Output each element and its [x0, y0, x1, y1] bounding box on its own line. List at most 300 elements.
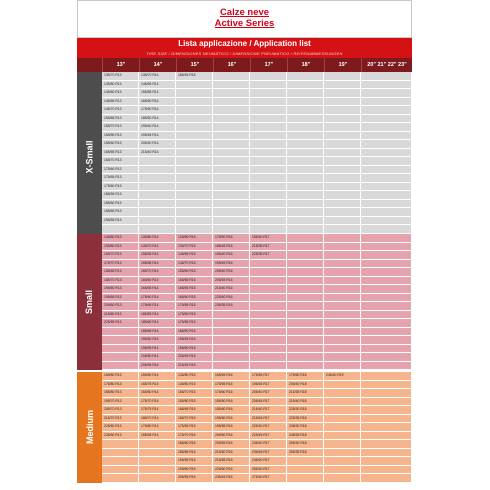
size-cell — [361, 268, 412, 277]
table-row — [102, 225, 412, 234]
size-cell — [102, 474, 139, 483]
size-cell — [361, 449, 412, 458]
size-cell: 225/45 R17 — [250, 432, 287, 441]
application-sheet — [77, 0, 412, 490]
table-row — [102, 106, 412, 115]
size-cell — [176, 123, 213, 132]
size-cell — [324, 225, 361, 234]
size-cell — [361, 423, 412, 432]
size-cell: 225/35 R18 — [287, 415, 324, 424]
size-cell — [324, 174, 361, 183]
size-cell: 225/30 R18 — [287, 406, 324, 415]
size-cell: 225/55 R13 — [102, 319, 139, 328]
table-row — [102, 123, 412, 132]
size-cell: 175/50 R15 — [176, 311, 213, 320]
size-cell — [213, 345, 250, 354]
size-grid — [102, 234, 412, 370]
size-cell — [139, 466, 176, 475]
size-cell — [361, 457, 412, 466]
size-cell — [324, 423, 361, 432]
size-cell: 135/70 R13 — [102, 72, 139, 81]
table-row — [102, 449, 412, 458]
size-cell: 175/60 R18 — [287, 372, 324, 381]
size-cell — [139, 166, 176, 175]
table-row — [102, 115, 412, 124]
size-cell — [287, 260, 324, 269]
size-cell — [324, 294, 361, 303]
size-cell — [213, 89, 250, 98]
table-row — [102, 260, 412, 269]
table-row — [102, 132, 412, 141]
size-cell: 195/45 R15 — [176, 336, 213, 345]
size-cell: 165/80 R14 — [139, 389, 176, 398]
size-cell — [324, 345, 361, 354]
table-row — [102, 234, 412, 243]
size-cell: 155/65 R14 — [139, 260, 176, 269]
size-cell: 165/65 R14 — [139, 285, 176, 294]
size-cell — [324, 208, 361, 217]
size-cell: 215/45 R17 — [250, 415, 287, 424]
table-row — [102, 406, 412, 415]
size-cell: 205/45 R15 — [176, 353, 213, 362]
size-cell — [287, 157, 324, 166]
section-label — [77, 72, 102, 242]
size-cell — [139, 457, 176, 466]
size-cell — [102, 449, 139, 458]
size-cell: 195/65 R13 — [102, 294, 139, 303]
size-cell: 215/70 R13 — [102, 415, 139, 424]
size-cell: 135/80 R14 — [139, 234, 176, 243]
table-row — [102, 389, 412, 398]
table-row — [102, 98, 412, 107]
size-cell: 255/30 R18 — [287, 440, 324, 449]
size-cell: 185/65 R15 — [176, 449, 213, 458]
size-cell — [361, 389, 412, 398]
size-cell — [324, 98, 361, 107]
size-cell — [102, 353, 139, 362]
size-cell: 165/80 R13 — [102, 372, 139, 381]
size-cell — [324, 243, 361, 252]
size-cell — [324, 432, 361, 441]
table-row — [102, 277, 412, 286]
size-cell — [213, 191, 250, 200]
table-row — [102, 294, 412, 303]
size-cell — [324, 474, 361, 483]
size-cell: 145/70 R15 — [176, 260, 213, 269]
size-cell — [250, 200, 287, 209]
size-cell: 195/55 R13 — [102, 217, 139, 226]
table-row — [102, 200, 412, 209]
size-cell — [139, 200, 176, 209]
size-cell: 195/40 R14 — [139, 123, 176, 132]
size-cell: 175/70 R14 — [139, 398, 176, 407]
size-cell: 215/40 R18 — [287, 398, 324, 407]
size-cell — [250, 191, 287, 200]
size-cell — [287, 72, 324, 81]
size-cell: 225/35 R17 — [250, 251, 287, 260]
table-row — [102, 81, 412, 90]
size-cell — [287, 328, 324, 337]
size-cell — [361, 140, 412, 149]
size-cell — [250, 302, 287, 311]
size-cell — [287, 123, 324, 132]
size-cell: 185/80 R13 — [102, 389, 139, 398]
size-cell — [361, 260, 412, 269]
size-cell — [361, 200, 412, 209]
size-cell: 165/55 R13 — [102, 132, 139, 141]
size-cell: 145/65 R15 — [176, 251, 213, 260]
size-cell: 185/70 R13 — [102, 277, 139, 286]
size-cell — [287, 174, 324, 183]
size-cell — [361, 474, 412, 483]
size-cell: 205/60 R13 — [102, 302, 139, 311]
size-cell: 195/45 R17 — [250, 381, 287, 390]
size-cell — [287, 200, 324, 209]
size-cell: 195/45 R16 — [213, 260, 250, 269]
size-cell — [176, 157, 213, 166]
size-cell — [250, 345, 287, 354]
table-row — [102, 474, 412, 483]
column-header-6: 19" — [324, 58, 361, 72]
size-cell: 205/40 R16 — [213, 268, 250, 277]
size-cell: 195/55 R14 — [139, 345, 176, 354]
size-cell — [102, 336, 139, 345]
size-cell: 185/65 R14 — [139, 328, 176, 337]
page-subtitle: Active Series — [214, 18, 275, 29]
size-cell: 185/45 R16 — [213, 243, 250, 252]
size-cell — [213, 225, 250, 234]
size-cell: 185/55 R14 — [139, 311, 176, 320]
size-cell: 175/65 R14 — [139, 302, 176, 311]
size-cell: 205/55 R16 — [213, 440, 250, 449]
size-cell: 205/50 R16 — [213, 432, 250, 441]
size-cell — [324, 251, 361, 260]
size-cell — [250, 260, 287, 269]
size-cell: 235/40 R17 — [250, 440, 287, 449]
size-cell: 155/60 R15 — [176, 268, 213, 277]
size-cell — [139, 217, 176, 226]
size-cell: 165/65 R16 — [213, 372, 250, 381]
size-cell — [287, 353, 324, 362]
table-row — [102, 319, 412, 328]
table-row — [102, 140, 412, 149]
size-cell: 225/50 R16 — [213, 466, 250, 475]
column-header-spacer — [77, 58, 102, 72]
size-cell: 185/65 R14 — [139, 432, 176, 441]
column-header-0: 13" — [102, 58, 139, 72]
size-cell: 215/55 R16 — [213, 457, 250, 466]
section-medium — [77, 372, 412, 483]
size-cell — [250, 140, 287, 149]
size-cell — [287, 251, 324, 260]
size-cell — [361, 415, 412, 424]
size-cell — [250, 217, 287, 226]
table-row — [102, 362, 412, 371]
size-cell: 135/80 R13 — [102, 81, 139, 90]
size-cell: 225/40 R17 — [250, 423, 287, 432]
size-cell: 175/70 R15 — [176, 432, 213, 441]
size-cell — [324, 336, 361, 345]
size-cell: 175/55 R17 — [250, 372, 287, 381]
size-cell: 155/55 R14 — [139, 89, 176, 98]
table-row — [102, 191, 412, 200]
size-cell — [361, 174, 412, 183]
size-cell — [361, 183, 412, 192]
size-cell: 155/70 R14 — [139, 268, 176, 277]
size-cell — [287, 140, 324, 149]
size-cell — [250, 132, 287, 141]
size-cell — [213, 166, 250, 175]
size-cell — [361, 191, 412, 200]
size-cell — [361, 217, 412, 226]
size-cell — [324, 415, 361, 424]
section-label-text: Small — [84, 290, 95, 315]
size-cell: 185/55 R13 — [102, 191, 139, 200]
size-cell: 165/75 R14 — [139, 381, 176, 390]
size-cell — [287, 81, 324, 90]
size-cell: 165/60 R14 — [139, 277, 176, 286]
size-cell — [287, 225, 324, 234]
size-cell — [213, 174, 250, 183]
size-cell — [361, 285, 412, 294]
size-cell — [324, 389, 361, 398]
size-cell — [213, 353, 250, 362]
size-cell — [250, 149, 287, 158]
size-cell — [324, 440, 361, 449]
size-cell — [324, 362, 361, 371]
column-header-5: 18" — [287, 58, 324, 72]
size-cell: 255/35 R18 — [287, 449, 324, 458]
size-cell — [287, 234, 324, 243]
size-cell — [176, 106, 213, 115]
table-row — [102, 440, 412, 449]
size-cell: 205/40 R17 — [250, 389, 287, 398]
size-cell — [324, 381, 361, 390]
size-cell: 145/65 R14 — [139, 81, 176, 90]
size-cell — [361, 353, 412, 362]
size-cell — [361, 398, 412, 407]
size-cell — [361, 466, 412, 475]
size-cell: 155/40 R17 — [250, 234, 287, 243]
size-cell — [102, 457, 139, 466]
table-row — [102, 72, 412, 81]
size-cell — [213, 311, 250, 320]
size-cell — [176, 208, 213, 217]
table-row — [102, 243, 412, 252]
table-row — [102, 174, 412, 183]
size-cell — [361, 234, 412, 243]
size-cell — [361, 243, 412, 252]
size-cell: 165/70 R15 — [176, 415, 213, 424]
size-cell: 225/40 R16 — [213, 294, 250, 303]
size-cell — [324, 191, 361, 200]
size-cell: 135/70 R15 — [176, 243, 213, 252]
size-cell — [361, 89, 412, 98]
size-cell: 175/65 R13 — [102, 174, 139, 183]
size-cell: 185/60 R16 — [213, 406, 250, 415]
size-cell — [176, 200, 213, 209]
table-row — [102, 353, 412, 362]
list-title-bar: Lista applicazione / Application list — [77, 38, 412, 50]
size-cell — [287, 294, 324, 303]
size-cell — [213, 183, 250, 192]
table-row — [102, 336, 412, 345]
table-row — [102, 89, 412, 98]
section-label-text: Medium — [84, 410, 95, 445]
section-small — [77, 234, 412, 370]
size-cell: 175/50 R16 — [213, 234, 250, 243]
page-title: Calze neve — [219, 7, 270, 18]
size-cell — [213, 123, 250, 132]
size-cell: 135/80 R15 — [176, 372, 213, 381]
header-title-block — [77, 0, 412, 38]
size-cell: 195/50 R15 — [176, 345, 213, 354]
size-cell — [324, 285, 361, 294]
size-cell: 145/80 R15 — [176, 381, 213, 390]
size-cell: 235/45 R16 — [213, 474, 250, 483]
size-cell: 185/50 R14 — [139, 115, 176, 124]
size-cell — [324, 449, 361, 458]
size-cell — [287, 285, 324, 294]
size-cell — [250, 174, 287, 183]
column-header-4: 17" — [250, 58, 287, 72]
size-cell: 175/60 R13 — [102, 166, 139, 175]
size-cell — [287, 268, 324, 277]
size-cell: 195/45 R14 — [139, 132, 176, 141]
size-cell — [361, 106, 412, 115]
size-cell: 175/55 R15 — [176, 302, 213, 311]
size-cell — [287, 106, 324, 115]
size-cell — [176, 166, 213, 175]
size-cell — [287, 98, 324, 107]
size-cell — [324, 183, 361, 192]
size-cell: 185/60 R13 — [102, 200, 139, 209]
size-cell: 205/45 R17 — [250, 398, 287, 407]
size-cell — [324, 466, 361, 475]
size-cell — [287, 115, 324, 124]
table-row — [102, 345, 412, 354]
size-cell — [324, 149, 361, 158]
size-grid — [102, 72, 412, 242]
size-cell — [287, 345, 324, 354]
size-cell — [324, 89, 361, 98]
size-cell: 165/65 R15 — [176, 406, 213, 415]
size-cell — [250, 225, 287, 234]
size-cell — [176, 217, 213, 226]
size-cell: 135/70 R14 — [139, 72, 176, 81]
size-cell — [361, 157, 412, 166]
size-cell — [287, 336, 324, 345]
size-cell — [213, 149, 250, 158]
size-cell — [176, 174, 213, 183]
size-cell: 235/45 R17 — [250, 449, 287, 458]
size-cell — [361, 166, 412, 175]
size-cell: 155/70 R13 — [102, 123, 139, 132]
section-x-small — [77, 72, 412, 242]
size-cell — [102, 362, 139, 371]
size-cell — [324, 106, 361, 115]
size-cell: 205/55 R14 — [139, 362, 176, 371]
table-row — [102, 157, 412, 166]
size-cell: 145/80 R13 — [102, 234, 139, 243]
size-cell — [287, 89, 324, 98]
size-cell: 245/35 R18 — [287, 432, 324, 441]
size-cell — [213, 157, 250, 166]
size-cell — [361, 319, 412, 328]
size-cell — [139, 449, 176, 458]
size-cell — [361, 277, 412, 286]
size-cell: 155/70 R15 — [176, 389, 213, 398]
size-cell — [324, 328, 361, 337]
size-cell — [213, 98, 250, 107]
size-cell: 215/35 R17 — [250, 243, 287, 252]
size-cell — [287, 183, 324, 192]
size-cell: 175/55 R15 — [176, 319, 213, 328]
size-cell: 185/50 R15 — [176, 328, 213, 337]
size-cell — [250, 183, 287, 192]
size-cell — [213, 106, 250, 115]
size-cell: 195/40 R16 — [213, 251, 250, 260]
size-cell — [324, 302, 361, 311]
size-cell — [176, 115, 213, 124]
size-cell — [287, 217, 324, 226]
size-cell — [287, 362, 324, 371]
size-cell: 155/65 R13 — [102, 115, 139, 124]
size-cell: 165/70 R13 — [102, 251, 139, 260]
size-cell — [250, 157, 287, 166]
size-cell: 145/70 R13 — [102, 106, 139, 115]
size-cell — [102, 440, 139, 449]
section-label-text: X-Small — [84, 140, 95, 174]
size-cell — [361, 311, 412, 320]
size-cell: 125/80 R15 — [176, 234, 213, 243]
size-cell: 225/60 R13 — [102, 423, 139, 432]
size-cell — [287, 457, 324, 466]
size-cell — [361, 362, 412, 371]
size-cell: 175/60 R16 — [213, 389, 250, 398]
size-cell: 235/35 R16 — [213, 302, 250, 311]
size-cell: 155/80 R13 — [102, 243, 139, 252]
size-cell — [324, 234, 361, 243]
table-row — [102, 311, 412, 320]
size-cell — [213, 319, 250, 328]
size-cell — [324, 200, 361, 209]
size-cell: 235/60 R13 — [102, 432, 139, 441]
size-cell: 195/55 R16 — [213, 423, 250, 432]
size-cell — [102, 345, 139, 354]
size-cell: 155/65 R15 — [176, 277, 213, 286]
size-cell — [324, 406, 361, 415]
size-cell — [213, 132, 250, 141]
size-cell: 165/65 R13 — [102, 149, 139, 158]
size-cell — [287, 191, 324, 200]
size-cell: 175/60 R13 — [102, 183, 139, 192]
size-cell: 145/65 R13 — [102, 98, 139, 107]
size-cell — [250, 328, 287, 337]
size-cell — [361, 251, 412, 260]
size-cell — [287, 319, 324, 328]
size-cell — [361, 123, 412, 132]
size-cell — [287, 466, 324, 475]
size-cell: 195/60 R13 — [102, 285, 139, 294]
tire-size-caption: TIRE SIZE / DIMENSIONES NEUMÁTICO / DIMENSIONE PNEUMATICO / REIFENABMESSUNGEN — [77, 50, 412, 58]
size-cell — [250, 123, 287, 132]
size-cell — [361, 294, 412, 303]
size-cell: 175/80 R13 — [102, 381, 139, 390]
size-cell — [250, 89, 287, 98]
size-cell — [361, 440, 412, 449]
size-cell: 175/75 R14 — [139, 406, 176, 415]
